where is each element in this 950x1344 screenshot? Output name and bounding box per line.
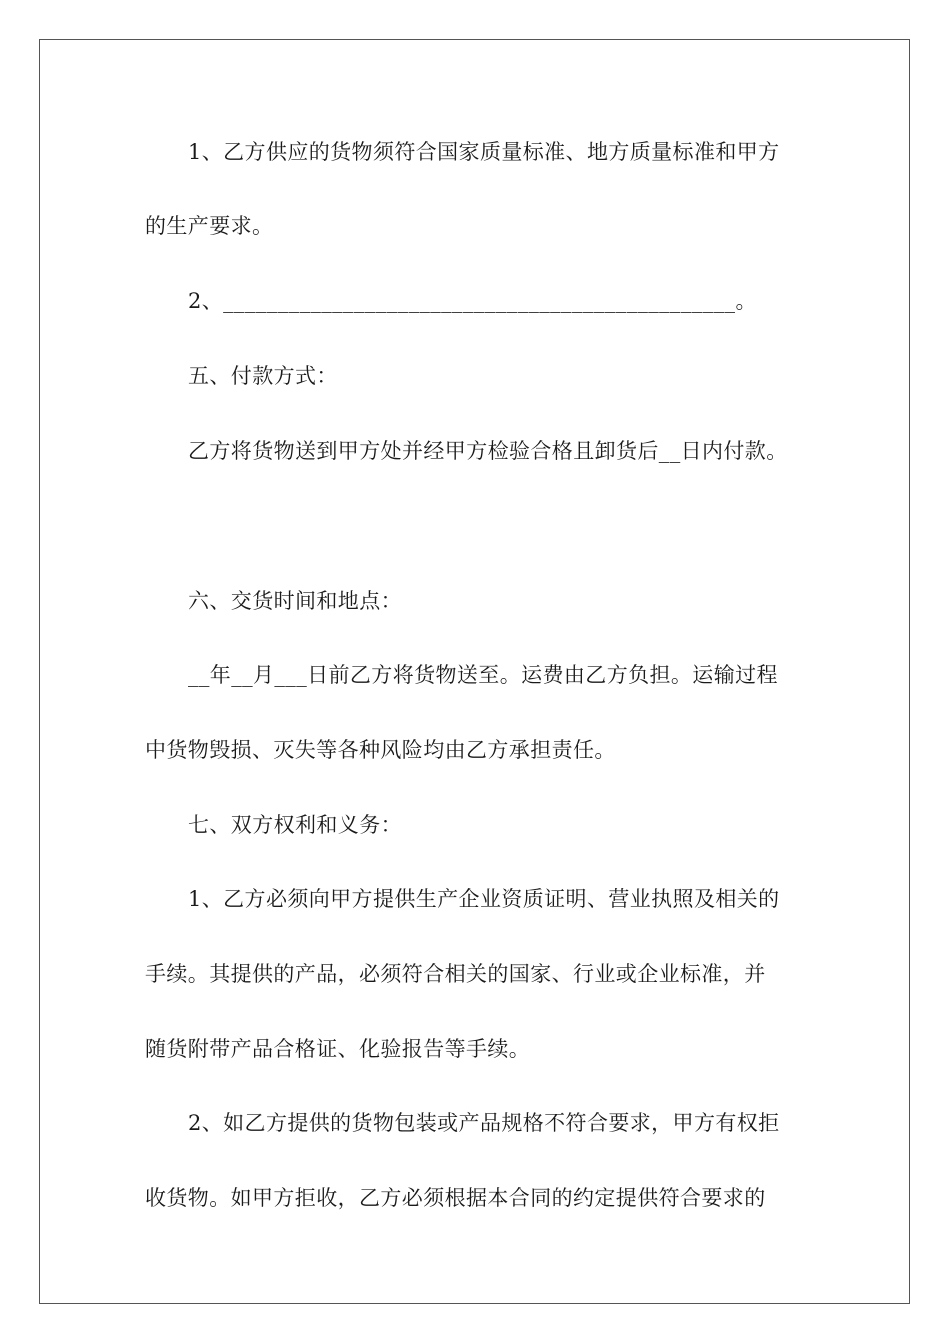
delivery-text-line-1: __年__月___日前乙方将货物送至。运费由乙方负担。运输过程 — [188, 663, 778, 687]
clause-4-item-1-line-2: 的生产要求。 — [145, 214, 274, 238]
rights-item-1-line-2: 手续。其提供的产品，必须符合相关的国家、行业或企业标准，并 — [145, 962, 766, 986]
section-heading-rights: 七、双方权利和义务： — [188, 813, 402, 837]
delivery-text-line-2: 中货物毁损、灭失等各种风险均由乙方承担责任。 — [145, 738, 616, 762]
rights-item-2-line-2: 收货物。如甲方拒收，乙方必须根据本合同的约定提供符合要求的 — [145, 1186, 766, 1210]
rights-item-2-line-1: 2、如乙方提供的货物包装或产品规格不符合要求，甲方有权拒 — [188, 1111, 780, 1135]
clause-4-item-2: 2、_______________________________________________。 — [188, 289, 757, 313]
rights-item-1-line-3: 随货附带产品合格证、化验报告等手续。 — [145, 1037, 531, 1061]
section-heading-delivery: 六、交货时间和地点： — [188, 589, 402, 613]
clause-4-item-1-line-1: 1、乙方供应的货物须符合国家质量标准、地方质量标准和甲方 — [188, 140, 780, 164]
section-heading-payment: 五、付款方式： — [188, 364, 338, 388]
payment-text: 乙方将货物送到甲方处并经甲方检验合格且卸货后__日内付款。 — [188, 439, 788, 463]
rights-item-1-line-1: 1、乙方必须向甲方提供生产企业资质证明、营业执照及相关的 — [188, 887, 780, 911]
